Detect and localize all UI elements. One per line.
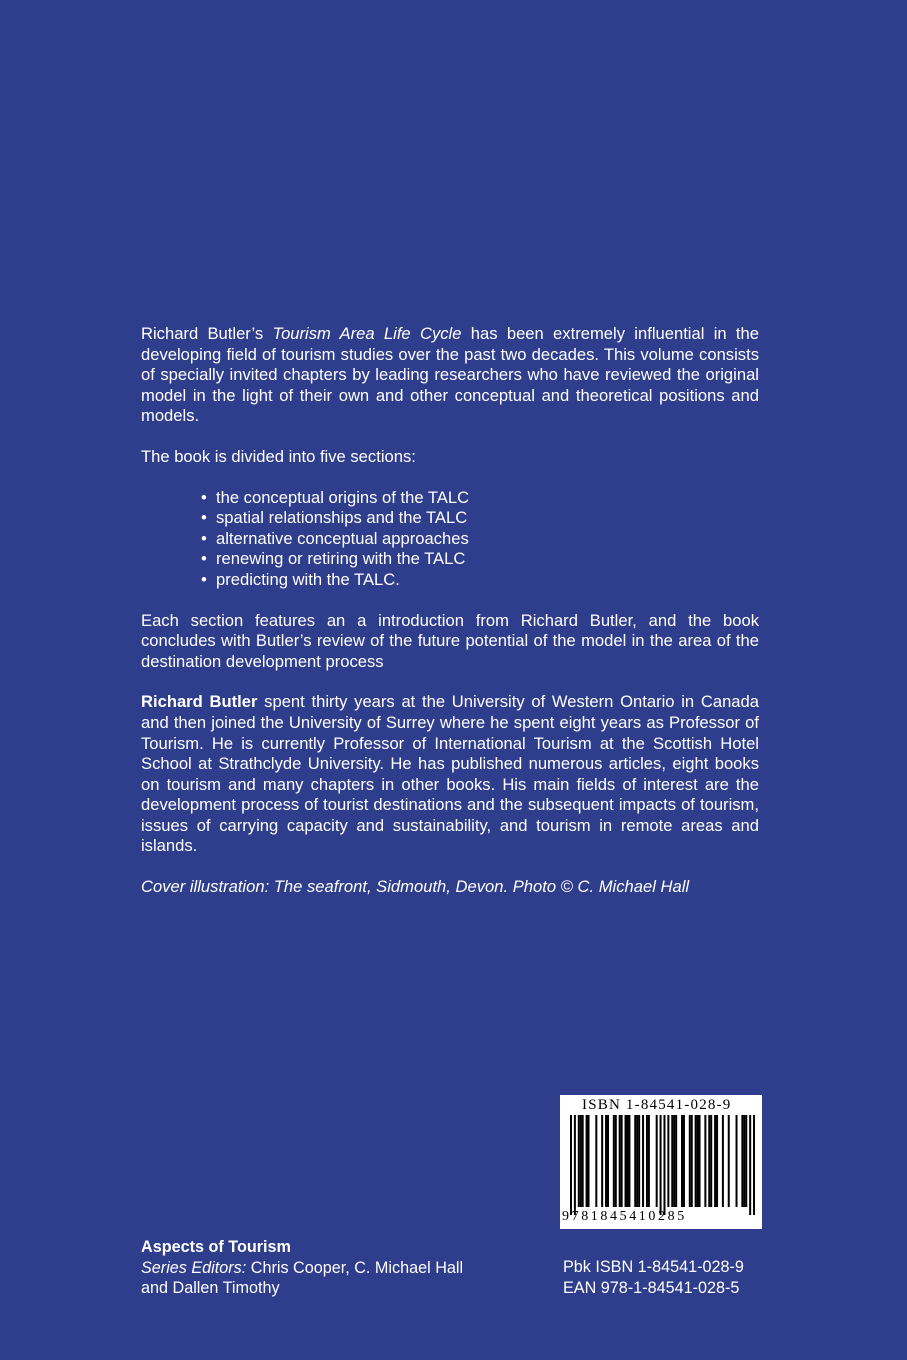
back-cover-text (141, 324, 759, 898)
barcode-bar (625, 1115, 627, 1207)
description-paragraph (141, 324, 759, 427)
barcode-bar (634, 1115, 636, 1207)
barcode-bar (714, 1115, 716, 1207)
barcode-bar (621, 1115, 623, 1207)
barcode-bar (626, 1115, 628, 1207)
series-editors-cont: and Dallen Timothy (141, 1279, 280, 1298)
barcode-bar (605, 1115, 607, 1207)
barcode-bar (708, 1115, 710, 1207)
author-name: Richard Butler (141, 692, 258, 712)
barcode-bar (615, 1115, 617, 1207)
series-editors-label: Series Editors: (141, 1258, 247, 1277)
barcode-bar (695, 1115, 697, 1207)
barcode-bar (582, 1115, 584, 1207)
description-body: has been extremely influential in the developing field of tourism studies over the past two decades. This volume consists of specially invited chapters by leading researchers who have reviewed the original model in the light of their own and other conceptual and theoretical positions and models. (141, 324, 760, 426)
barcode-bar (638, 1115, 640, 1207)
barcode-bar (574, 1115, 576, 1215)
barcode-bars (570, 1115, 755, 1215)
pbk-isbn: Pbk ISBN 1-84541-028-9 (563, 1258, 744, 1276)
barcode-bar (710, 1115, 712, 1207)
barcode-bar (667, 1115, 669, 1207)
sections-list (141, 488, 759, 591)
barcode-bar (588, 1115, 590, 1207)
series-name: Aspects of Tourism (141, 1238, 291, 1256)
list-item: • predicting with the TALC. (201, 570, 759, 591)
description-lead: Richard Butler’s (141, 324, 273, 343)
barcode-bar (663, 1115, 665, 1215)
barcode-bar (586, 1115, 588, 1207)
barcode-isbn-label: ISBN 1-84541-028-9 (582, 1097, 732, 1113)
author-bio (141, 692, 759, 857)
series-editors (141, 1258, 501, 1279)
barcode-bar (595, 1115, 597, 1207)
list-item: • the conceptual origins of the TALC (201, 488, 759, 509)
list-item: • spatial relationships and the TALC (201, 508, 759, 529)
series-info (141, 1237, 501, 1299)
barcode-bar (580, 1115, 582, 1207)
book-title-italic: Tourism Area Life Cycle (272, 324, 462, 343)
barcode-bar (628, 1115, 630, 1207)
list-item: • alternative conceptual approaches (201, 529, 759, 550)
barcode-bar (704, 1115, 706, 1207)
barcode-bar (697, 1115, 699, 1207)
barcode-bar (607, 1115, 609, 1207)
barcode-bar (743, 1115, 745, 1207)
barcode-bar (699, 1115, 701, 1207)
list-item: • renewing or retiring with the TALC (201, 549, 759, 570)
barcode-bar (613, 1115, 615, 1207)
barcode-bar (753, 1115, 755, 1215)
barcode-bar (681, 1115, 683, 1207)
barcode-bar (691, 1115, 693, 1207)
barcode-bar (570, 1115, 572, 1215)
barcode-bar (741, 1115, 743, 1207)
barcode-bar (689, 1115, 691, 1207)
barcode-bar (745, 1115, 747, 1207)
series-editors-names: Chris Cooper, C. Michael Hall (246, 1258, 464, 1277)
barcode-bar (578, 1115, 580, 1207)
ean-code: EAN 978-1-84541-028-5 (563, 1278, 740, 1297)
barcode-bar (642, 1115, 644, 1207)
sections-intro: The book is divided into five sections: (141, 446, 416, 466)
barcode-bar (601, 1115, 603, 1207)
barcode-bar (728, 1115, 730, 1207)
barcode-bar (716, 1115, 718, 1207)
barcode-bar (675, 1115, 677, 1207)
barcode-bar (636, 1115, 638, 1207)
barcode-bar (660, 1115, 662, 1215)
barcode-bar (648, 1115, 650, 1207)
barcode-bar (671, 1115, 673, 1207)
barcode-bar (619, 1115, 621, 1207)
barcode-bar (673, 1115, 675, 1207)
barcode-bar (749, 1115, 751, 1215)
barcode (560, 1095, 762, 1229)
barcode-bar (722, 1115, 724, 1207)
structure-paragraph: Each section features an a introduction from Richard Butler, and the book concludes with Butler’s review of the future potential of the model in the area of the destination development process (141, 610, 759, 671)
barcode-bar (683, 1115, 685, 1207)
barcode-bar (736, 1115, 738, 1207)
author-bio-text: spent thirty years at the University of Western Ontario in Canada and then joined the University of Surrey where he spent eight years as Professor of Tourism. He is currently Professor of International Tourism at the Scottish Hotel School at Strathclyde University. He has published numerous articles, eight books on tourism and many chapters in other books. His main fields of interest are the development process of tourist destinations and the subsequent impacts of tourism, issues of carrying capacity and sustainability, and tourism in remote areas and islands. (141, 692, 759, 856)
barcode-bar (646, 1115, 648, 1207)
barcode-bar (656, 1115, 658, 1207)
product-codes (563, 1257, 763, 1298)
cover-credit: Cover illustration: The seafront, Sidmouth, Devon. Photo © C. Michael Hall (141, 877, 690, 897)
barcode-digits: 9781845410285 (562, 1209, 687, 1224)
